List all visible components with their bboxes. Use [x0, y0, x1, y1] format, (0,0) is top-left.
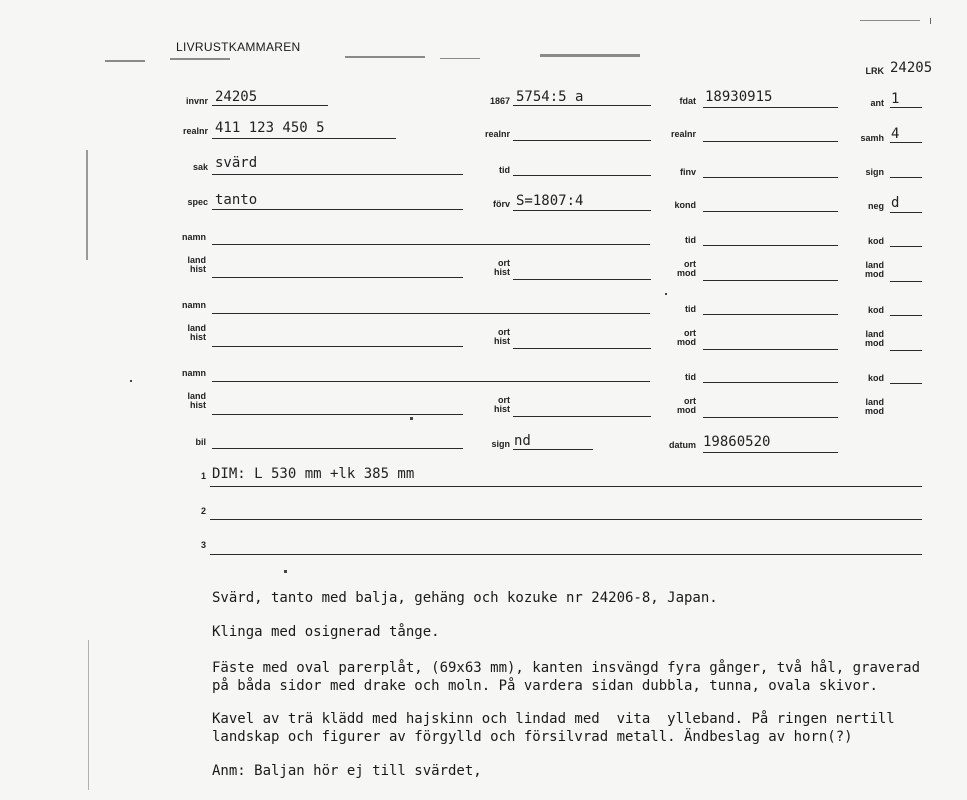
ort-mod-label — [660, 260, 696, 278]
hist-word: hist — [493, 336, 510, 346]
tid-label: tid — [685, 304, 696, 314]
scan-speck — [130, 380, 132, 382]
mod-word: mod — [677, 268, 696, 278]
description-line: Fäste med oval parerplåt, (69x63 mm), kanten insvängd fyra gånger, två hål, graverad — [212, 660, 921, 676]
ant-line — [890, 107, 922, 108]
numbered-line — [210, 519, 922, 520]
header-smudge — [540, 54, 640, 57]
edge-mark — [930, 18, 931, 24]
forv-label: förv — [492, 199, 510, 209]
description-line: landskap och figurer av förgylld och försilvrad metall. Ändbeslag av horn(?) — [212, 729, 853, 745]
tid-line — [513, 175, 651, 176]
header-smudge — [170, 58, 230, 60]
invnr-label: invnr — [185, 96, 208, 106]
realnr-label: realnr — [182, 126, 208, 136]
land-mod-label — [850, 398, 884, 416]
bil-label: bil — [195, 437, 206, 447]
description-line: Klinga med osignerad tånge. — [212, 624, 440, 640]
tid-label: tid — [685, 235, 696, 245]
invnr-line — [212, 105, 328, 106]
ort-word: ort — [684, 396, 696, 406]
namn-label: namn — [181, 232, 206, 242]
institution-title: LIVRUSTKAMMAREN — [176, 40, 301, 54]
spec-label: spec — [187, 197, 208, 207]
realnr3-line — [703, 141, 838, 142]
line-number: 1 — [200, 471, 206, 481]
kond-line — [703, 211, 838, 212]
namn-line — [212, 381, 650, 382]
y1867-line — [513, 105, 651, 106]
y1867-label: 1867 — [489, 96, 510, 106]
realnr2-line — [513, 140, 651, 141]
land-word: land — [865, 260, 884, 270]
hist-word: hist — [493, 267, 510, 277]
mod-word: mod — [865, 269, 884, 279]
datum-value: 19860520 — [703, 434, 771, 450]
forv-line — [513, 210, 651, 211]
ort-mod-line — [703, 349, 838, 350]
ort-word: ort — [498, 258, 510, 268]
ant-value: 1 — [891, 91, 900, 107]
namn-line — [212, 244, 650, 245]
tid-line — [703, 382, 838, 383]
ort-hist-label — [470, 328, 510, 346]
kod-line — [890, 315, 922, 316]
land-hist-label — [160, 324, 206, 342]
spec-line — [212, 209, 463, 210]
realnr2-label: realnr — [484, 129, 510, 139]
ort-hist-label — [470, 396, 510, 414]
forv-value: S=1807:4 — [516, 193, 584, 209]
lrk-value: 24205 — [890, 60, 933, 76]
mod-word: mod — [865, 338, 884, 348]
tid-label: tid — [685, 372, 696, 382]
ort-hist-line — [513, 416, 651, 417]
neg-value: d — [891, 195, 900, 211]
land-mod-label — [850, 330, 884, 348]
ant-label: ant — [870, 98, 884, 108]
datum-label: datum — [669, 440, 696, 450]
tid-label: tid — [499, 165, 510, 175]
ort-mod-label — [660, 329, 696, 347]
land-mod-label — [850, 261, 884, 279]
hist-word: hist — [493, 404, 510, 414]
datum-line — [703, 452, 838, 453]
finv-line — [703, 177, 838, 178]
spec-value: tanto — [215, 192, 258, 208]
samh-value: 4 — [891, 126, 900, 142]
lrk-label: LRK — [865, 66, 884, 76]
sak-value: svärd — [215, 155, 258, 171]
ort-mod-line — [703, 417, 838, 418]
numbered-line — [210, 486, 922, 487]
ort-mod-line — [703, 280, 838, 281]
header-smudge — [345, 56, 425, 58]
realnr3-label: realnr — [670, 129, 696, 139]
description-line: Kavel av trä klädd med hajskinn och lindad med vita ylleband. På ringen nertill — [212, 711, 895, 727]
kod-label: kod — [867, 236, 884, 246]
tid-line — [703, 245, 838, 246]
neg-line — [890, 212, 922, 213]
namn-label: namn — [181, 368, 206, 378]
ort-hist-label — [470, 259, 510, 277]
land-word: land — [865, 329, 884, 339]
mod-word: mod — [677, 337, 696, 347]
sign-bottom-line — [513, 449, 593, 450]
land-word: land — [187, 323, 206, 333]
sign-bottom-value: nd — [514, 433, 531, 449]
realnr-value: 411 123 450 5 — [215, 120, 325, 136]
ort-hist-line — [513, 348, 651, 349]
land-hist-label — [160, 392, 206, 410]
ort-word: ort — [684, 328, 696, 338]
sign-label: sign — [865, 167, 884, 177]
tid-line — [703, 314, 838, 315]
kod-label: kod — [867, 373, 884, 383]
land-mod-line — [890, 350, 922, 351]
fdat-value: 18930915 — [705, 89, 773, 105]
ort-word: ort — [684, 259, 696, 269]
namn-label: namn — [181, 300, 206, 310]
sak-line — [212, 174, 463, 175]
land-word: land — [865, 397, 884, 407]
fdat-line — [703, 107, 838, 108]
kond-label: kond — [674, 200, 696, 210]
header-smudge — [440, 58, 480, 59]
hist-word: hist — [189, 400, 206, 410]
land-mod-line — [890, 281, 922, 282]
numbered-line-text: DIM: L 530 mm +lk 385 mm — [212, 466, 415, 482]
namn-line — [212, 313, 650, 314]
neg-label: neg — [867, 201, 884, 211]
samh-label: samh — [860, 133, 884, 143]
land-hist-line — [212, 414, 463, 415]
edge-mark — [88, 640, 89, 790]
ort-word: ort — [498, 395, 510, 405]
kod-line — [890, 383, 922, 384]
ort-word: ort — [498, 327, 510, 337]
description-line: Svärd, tanto med balja, gehäng och kozuke nr 24206-8, Japan. — [212, 590, 718, 606]
sign-bottom-label: sign — [491, 439, 510, 449]
land-hist-line — [212, 346, 463, 347]
line-number: 3 — [200, 540, 206, 550]
realnr-line — [212, 138, 396, 139]
land-word: land — [187, 255, 206, 265]
description-line: på båda sidor med drake och moln. På vardera sidan dubbla, tunna, ovala skivor. — [212, 678, 878, 694]
scan-speck — [665, 293, 667, 295]
hist-word: hist — [189, 332, 206, 342]
samh-line — [890, 142, 922, 143]
mod-word: mod — [865, 406, 884, 416]
line-number: 2 — [200, 506, 206, 516]
mod-word: mod — [677, 405, 696, 415]
ort-hist-line — [513, 279, 651, 280]
finv-label: finv — [679, 167, 696, 177]
fdat-label: fdat — [679, 96, 696, 106]
y1867-value: 5754:5 a — [516, 89, 584, 105]
kod-label: kod — [867, 305, 884, 315]
scan-speck — [410, 417, 413, 420]
scan-speck — [284, 570, 287, 573]
land-word: land — [187, 391, 206, 401]
land-hist-label — [160, 256, 206, 274]
sign-line — [890, 177, 922, 178]
description-line: Anm: Baljan hör ej till svärdet, — [212, 763, 482, 779]
header-smudge — [860, 20, 920, 21]
numbered-line — [210, 554, 922, 555]
header-smudge — [105, 60, 145, 62]
sak-label: sak — [192, 162, 208, 172]
ort-mod-label — [660, 397, 696, 415]
hist-word: hist — [189, 264, 206, 274]
bil-line — [212, 448, 463, 449]
edge-mark — [86, 150, 88, 260]
land-hist-line — [212, 277, 463, 278]
invnr-value: 24205 — [215, 89, 258, 105]
kod-line — [890, 246, 922, 247]
